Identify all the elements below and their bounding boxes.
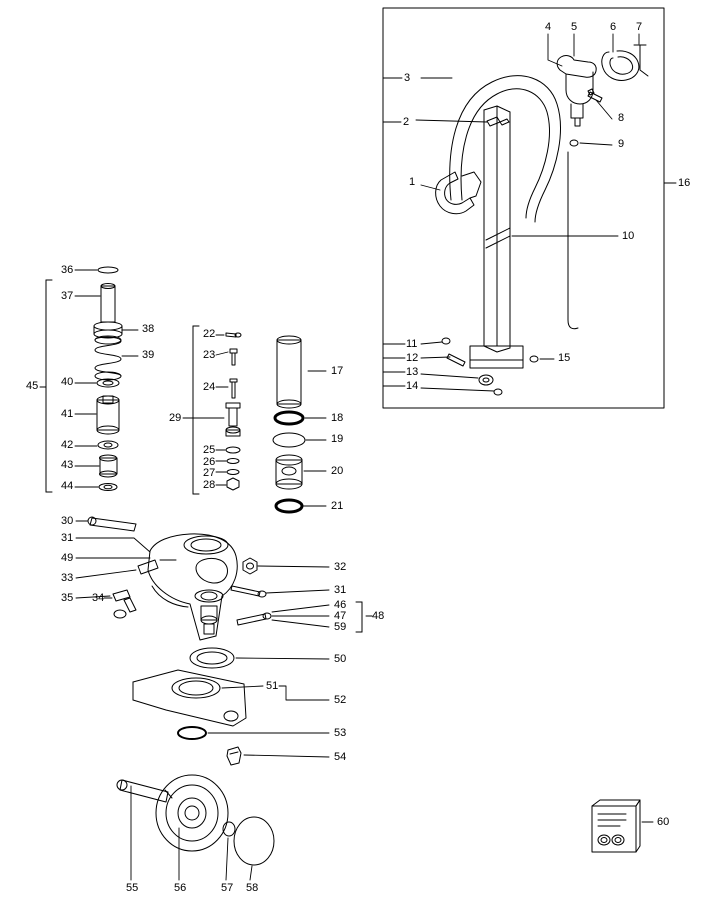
part-55-56-wheel <box>117 775 228 851</box>
callout-18: 18 <box>331 412 344 424</box>
part-30-pin <box>88 517 136 531</box>
part-31-pin-right <box>231 586 266 597</box>
callout-2: 2 <box>403 116 410 128</box>
part-lever-1 <box>436 172 481 214</box>
part-28-nut <box>227 478 239 490</box>
callout-6: 6 <box>610 21 617 33</box>
callout-44: 44 <box>61 480 74 492</box>
part-50-ring <box>190 648 234 668</box>
part-24-screw-long <box>230 379 237 398</box>
callout-32: 32 <box>334 561 347 573</box>
callout-27: 27 <box>203 467 216 479</box>
part-39-spring <box>95 336 121 380</box>
part-17-cylinder <box>277 336 301 408</box>
part-22-pin <box>226 333 241 337</box>
part-42-washer <box>98 441 118 449</box>
callout-59: 59 <box>334 621 347 633</box>
part-49-pump-body <box>148 534 237 640</box>
callout-37: 37 <box>61 290 74 302</box>
part-52-fork-plate <box>133 670 246 726</box>
callout-41: 41 <box>61 408 74 420</box>
callout-42: 42 <box>61 439 74 451</box>
callout-9: 9 <box>618 138 625 150</box>
callout-19: 19 <box>331 433 344 445</box>
part-54-clip <box>227 747 241 765</box>
group-bracket-45 <box>46 280 52 492</box>
part-base-11-15 <box>442 338 538 395</box>
callout-14: 14 <box>406 380 419 392</box>
callout-57: 57 <box>221 882 234 894</box>
callout-31-lower: 31 <box>334 584 347 596</box>
part-25-washer <box>226 447 240 453</box>
callout-11: 11 <box>406 338 418 350</box>
group-bracket-29 <box>193 326 199 494</box>
callout-22: 22 <box>203 328 216 340</box>
part-41-bushing <box>97 396 119 434</box>
part-60-kit-bag <box>592 800 640 852</box>
callout-4: 4 <box>545 21 552 33</box>
callout-43: 43 <box>61 459 74 471</box>
callout-38: 38 <box>142 323 155 335</box>
part-36-washer <box>98 267 118 273</box>
part-mast-tube-10 <box>484 106 510 352</box>
callout-53: 53 <box>334 727 347 739</box>
callout-1: 1 <box>409 176 416 188</box>
callout-52: 52 <box>334 694 347 706</box>
callout-45: 45 <box>26 380 39 392</box>
callout-7: 7 <box>636 21 643 33</box>
callout-13: 13 <box>406 366 419 378</box>
callout-40: 40 <box>61 376 74 388</box>
callout-10: 10 <box>622 230 635 242</box>
part-18-oring <box>275 412 303 424</box>
callout-16: 16 <box>678 177 691 189</box>
bracket-48 <box>356 602 362 632</box>
callout-46: 46 <box>334 599 347 611</box>
part-27-washer <box>227 470 239 475</box>
callout-51: 51 <box>266 680 279 692</box>
callout-60: 60 <box>657 816 670 828</box>
part-21-oring <box>276 500 302 512</box>
callout-47: 47 <box>334 610 347 622</box>
callout-25: 25 <box>203 444 216 456</box>
callout-29: 29 <box>169 412 182 424</box>
part-53-oring <box>178 727 206 739</box>
callout-55: 55 <box>126 882 139 894</box>
callout-48: 48 <box>372 610 385 622</box>
callout-35: 35 <box>61 592 74 604</box>
callout-33: 33 <box>61 572 74 584</box>
callout-31: 31 <box>61 532 74 544</box>
callout-50: 50 <box>334 653 347 665</box>
part-46-47-59-screws <box>237 613 271 625</box>
part-26-washer <box>227 459 239 464</box>
callout-8: 8 <box>618 112 625 124</box>
part-34-35-bolt <box>113 590 136 618</box>
callout-3: 3 <box>404 72 411 84</box>
callout-49: 49 <box>61 552 74 564</box>
part-32-nut <box>243 558 257 574</box>
leader-lines <box>40 34 676 880</box>
part-pin-2 <box>487 117 509 126</box>
callout-21: 21 <box>331 500 344 512</box>
part-20-seal <box>276 455 302 489</box>
part-19-oring <box>273 433 305 447</box>
callout-23: 23 <box>203 349 216 361</box>
callout-20: 20 <box>331 465 344 477</box>
callout-56: 56 <box>174 882 187 894</box>
part-23-screw <box>230 349 237 365</box>
callout-15: 15 <box>558 352 571 364</box>
callout-28: 28 <box>203 479 216 491</box>
part-arm-bottom <box>568 152 578 329</box>
part-44-washer <box>99 484 117 491</box>
callout-39: 39 <box>142 349 155 361</box>
part-29-assembly <box>226 403 240 436</box>
part-58-cap <box>234 817 274 865</box>
part-43-bushing <box>100 455 118 477</box>
part-37-rod <box>101 284 115 323</box>
callout-34: 34 <box>92 592 105 604</box>
callout-26: 26 <box>203 456 216 468</box>
callout-54: 54 <box>334 751 347 763</box>
part-clip-6-7 <box>602 45 648 80</box>
callout-58: 58 <box>246 882 259 894</box>
part-washer-9 <box>570 140 578 146</box>
callout-5: 5 <box>571 21 578 33</box>
callout-24: 24 <box>203 381 216 393</box>
callout-17: 17 <box>331 365 344 377</box>
callout-36: 36 <box>61 264 74 276</box>
callout-12: 12 <box>406 352 419 364</box>
part-control-head-4-5 <box>557 56 596 126</box>
callout-30: 30 <box>61 515 74 527</box>
